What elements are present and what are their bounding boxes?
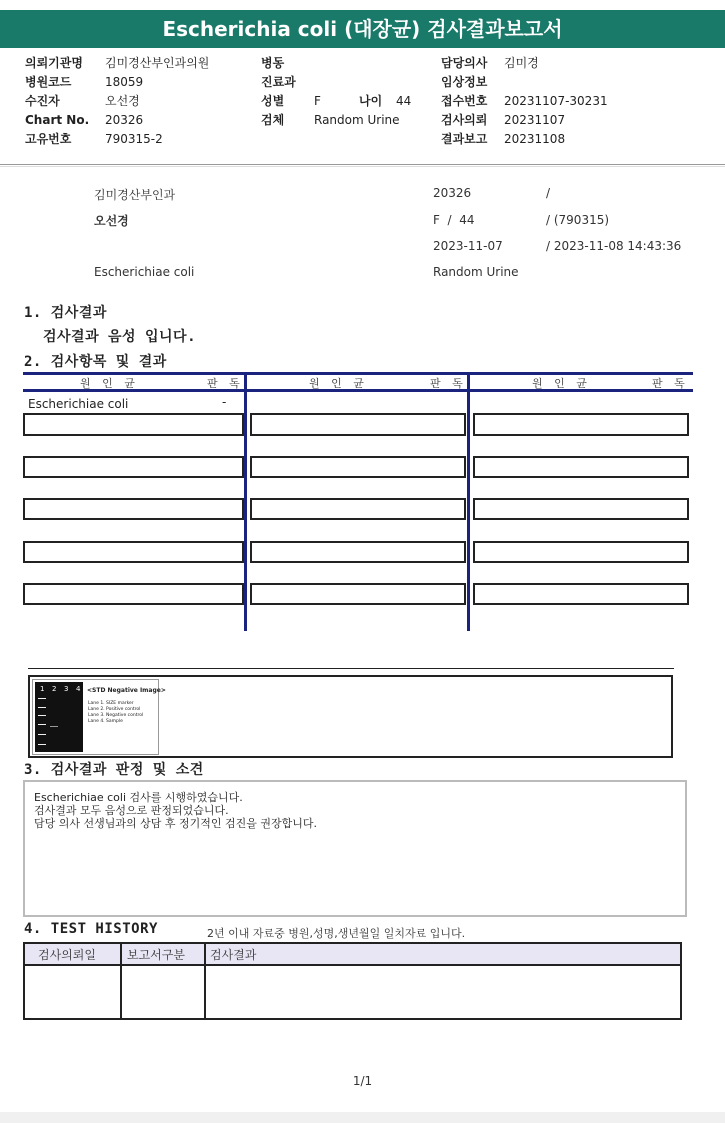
summary-date-request: 2023-11-07 xyxy=(433,239,503,253)
lane-number: 3 xyxy=(64,685,69,693)
gel-band xyxy=(38,744,46,745)
gel-band xyxy=(38,698,46,699)
section1-text: 검사결과 음성 입니다. xyxy=(43,329,197,345)
result-box xyxy=(473,456,689,478)
section3-title: 3. 검사결과 판정 및 소견 xyxy=(24,762,204,778)
summary-patient: 오선경 xyxy=(94,214,129,228)
result-box xyxy=(23,498,244,520)
divider xyxy=(0,166,725,167)
history-header xyxy=(25,944,680,966)
column-divider xyxy=(244,372,247,631)
header-label: 담당의사 xyxy=(441,56,488,70)
summary-date-report: / 2023-11-08 14:43:36 xyxy=(546,239,682,253)
result-box xyxy=(473,413,689,436)
header-label: 진료과 xyxy=(261,75,296,89)
header-label: 의뢰기관명 xyxy=(25,56,83,70)
col-organism: 원 인 균 xyxy=(532,377,591,390)
header-label: 결과보고 xyxy=(441,132,488,146)
header-value: 790315-2 xyxy=(105,132,163,146)
lane-number: 1 xyxy=(40,685,45,693)
report-title: Escherichia coli (대장균) 검사결과보고서 xyxy=(0,10,725,48)
result-box xyxy=(473,541,689,563)
header-label: 수진자 xyxy=(25,94,60,108)
result-box xyxy=(23,413,244,436)
result-box xyxy=(250,583,466,605)
page-number: 1/1 xyxy=(352,1074,373,1088)
opinion-box xyxy=(23,780,687,917)
summary-specimen: Random Urine xyxy=(433,265,519,279)
age-label: 나이 xyxy=(359,94,383,108)
summary-chart: 20326 xyxy=(433,186,472,200)
result-box xyxy=(23,583,244,605)
header-label: 고유번호 xyxy=(25,132,72,146)
history-col: 검사의뢰일 xyxy=(38,948,96,962)
history-table xyxy=(23,942,682,1020)
col-judgment: 판 독 xyxy=(207,377,244,390)
header-label: 접수번호 xyxy=(441,94,488,108)
gel-photo xyxy=(35,682,83,752)
header-value: 오선경 xyxy=(105,94,140,108)
result-box xyxy=(250,498,466,520)
lane-legend: Lane 3. Negative control xyxy=(88,713,144,718)
header-value: 20231108 xyxy=(504,132,566,146)
gel-band xyxy=(50,726,58,727)
opinion-line: 검사결과 모두 음성으로 판정되었습니다. xyxy=(34,804,229,817)
result-box xyxy=(473,498,689,520)
column-divider xyxy=(467,372,470,631)
col-organism: 원 인 균 xyxy=(80,377,139,390)
organism-result: - xyxy=(222,395,227,409)
col-judgment: 판 독 xyxy=(430,377,467,390)
summary-id: / (790315) xyxy=(546,213,610,227)
std-image-title: <STD Negative Image> xyxy=(87,687,166,694)
organism-name: Escherichiae coli xyxy=(28,397,129,411)
summary-slash: / xyxy=(546,186,551,200)
result-box xyxy=(250,541,466,563)
header-value: 20231107 xyxy=(504,113,566,127)
header-label: Chart No. xyxy=(25,113,90,127)
header-label: 검체 xyxy=(261,113,285,127)
header-label: 성별 xyxy=(261,94,285,108)
divider xyxy=(28,668,674,669)
divider xyxy=(0,164,725,165)
history-divider xyxy=(120,944,122,1018)
result-box xyxy=(250,413,466,436)
gel-band xyxy=(38,707,46,708)
header-value: F xyxy=(314,94,321,108)
history-divider xyxy=(204,944,206,1018)
header-value: 20231107-30231 xyxy=(504,94,608,108)
header-value: 20326 xyxy=(105,113,144,127)
opinion-line: 담당 의사 선생님과의 상담 후 정기적인 검진을 권장합니다. xyxy=(34,817,317,830)
header-value: 18059 xyxy=(105,75,144,89)
header-label: 병동 xyxy=(261,56,285,70)
history-col: 검사결과 xyxy=(210,948,257,962)
section1-title: 1. 검사결과 xyxy=(24,305,107,321)
section4-title: 4. TEST HISTORY xyxy=(24,921,158,937)
gel-band xyxy=(38,724,46,725)
section2-title: 2. 검사항목 및 결과 xyxy=(24,354,167,370)
header-label: 병원코드 xyxy=(25,75,72,89)
summary-test: Escherichiae coli xyxy=(94,265,195,279)
header-value: 김미경산부인과의원 xyxy=(105,56,210,70)
opinion-line: Escherichiae coli 검사를 시행하였습니다. xyxy=(34,791,243,804)
col-judgment: 판 독 xyxy=(652,377,689,390)
result-box xyxy=(250,456,466,478)
lane-legend: Lane 4. Sample xyxy=(88,719,123,724)
section4-note: 2년 이내 자료중 병원,성명,생년월일 일치자료 입니다. xyxy=(207,927,466,940)
header-value: Random Urine xyxy=(314,113,400,127)
result-box xyxy=(23,456,244,478)
lane-number: 4 xyxy=(76,685,81,693)
lane-legend: Lane 2. Positive control xyxy=(88,707,141,712)
gel-band xyxy=(38,734,46,735)
header-label: 임상정보 xyxy=(441,75,488,89)
header-value: 김미경 xyxy=(504,56,539,70)
gel-band xyxy=(38,715,46,716)
lane-number: 2 xyxy=(52,685,57,693)
col-organism: 원 인 균 xyxy=(309,377,368,390)
summary-sex-age: F / 44 xyxy=(433,213,475,227)
result-box xyxy=(23,541,244,563)
lane-legend: Lane 1. SIZE marker xyxy=(88,701,134,706)
result-box xyxy=(473,583,689,605)
summary-clinic: 김미경산부인과 xyxy=(94,188,176,202)
history-col: 보고서구분 xyxy=(127,948,185,962)
header-label: 검사의뢰 xyxy=(441,113,488,127)
std-negative-image xyxy=(32,679,166,755)
age-value: 44 xyxy=(396,94,412,108)
